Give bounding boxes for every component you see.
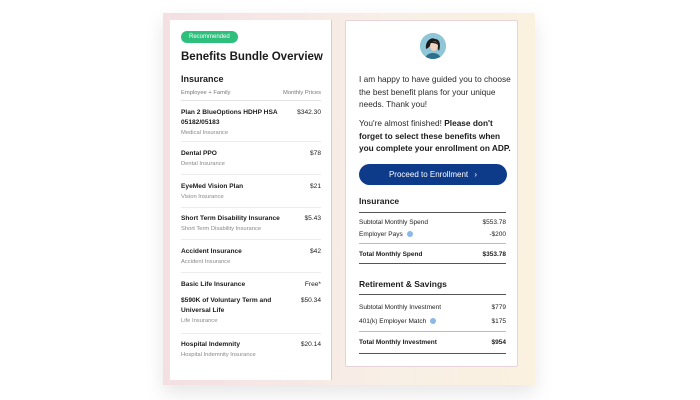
- plan-price: $5.43: [304, 215, 321, 222]
- row-value: -$200: [489, 231, 506, 238]
- plan-name: $590K of Voluntary Term and Universal Life: [181, 297, 272, 314]
- thank-you-message: I am happy to have guided you to choose the best benefit plans for your unique needs. Thank you!: [359, 74, 511, 109]
- retirement-summary-title: Retirement & Savings: [359, 279, 447, 289]
- reminder-message: [359, 117, 511, 155]
- plan-price: $342.30: [297, 109, 321, 116]
- recommended-badge: Recommended: [181, 31, 238, 43]
- divider: [181, 272, 321, 273]
- advisor-avatar: [420, 33, 446, 59]
- plan-type: Accident Insurance: [181, 259, 231, 265]
- benefits-overview-panel: [170, 20, 332, 380]
- coverage-tier-label: Employee + Family: [181, 90, 231, 96]
- plan-price: $78: [309, 150, 321, 157]
- summary-row: [359, 230, 506, 239]
- info-icon[interactable]: [407, 231, 413, 237]
- plan-item: [181, 214, 321, 234]
- summary-row: [359, 303, 506, 312]
- plan-type: Life Insurance: [181, 318, 218, 324]
- plan-type: Short Term Disability Insurance: [181, 226, 262, 232]
- plan-item: [181, 296, 321, 326]
- plan-item: [181, 108, 321, 138]
- divider: [359, 243, 506, 244]
- row-value: $779: [491, 304, 506, 311]
- plan-price: Free*: [304, 281, 321, 288]
- divider: [181, 100, 321, 101]
- plan-type: Hospital Indemnity Insurance: [181, 352, 256, 358]
- plan-name: Plan 2 BlueOptions HDHP HSA 05182/05183: [181, 109, 278, 126]
- plan-name: Hospital Indemnity: [181, 341, 240, 348]
- summary-total-row: [359, 250, 506, 259]
- plan-price: $21: [309, 183, 321, 190]
- total-label: Total Monthly Spend: [359, 251, 423, 258]
- summary-row: [359, 218, 506, 227]
- total-label: Total Monthly Investment: [359, 339, 437, 346]
- total-value: $353.78: [482, 251, 506, 258]
- summary-panel: [345, 20, 518, 367]
- info-icon[interactable]: [430, 318, 436, 324]
- plan-type: Vision Insurance: [181, 194, 224, 200]
- plan-item: [181, 340, 321, 360]
- page-title: Benefits Bundle Overview: [181, 51, 323, 63]
- plan-name: Basic Life Insurance: [181, 281, 246, 288]
- reminder-intro: You're almost finished!: [359, 118, 442, 128]
- plan-name: EyeMed Vision Plan: [181, 183, 244, 190]
- divider: [359, 212, 506, 213]
- plan-item: [181, 149, 321, 169]
- plan-type: Dental Insurance: [181, 161, 225, 167]
- cta-label: Proceed to Enrollment: [388, 170, 469, 179]
- summary-total-row: [359, 338, 506, 347]
- divider: [181, 207, 321, 208]
- insurance-section-title: Insurance: [181, 74, 224, 84]
- summary-row: [359, 317, 506, 326]
- row-label: 401(k) Employer Match: [359, 318, 427, 325]
- plan-type: Medical Insurance: [181, 130, 229, 136]
- plan-price: $50.34: [300, 297, 321, 304]
- divider: [181, 239, 321, 240]
- row-label: Subtotal Monthly Investment: [359, 304, 442, 311]
- row-label: Employer Pays: [359, 231, 403, 238]
- divider: [359, 263, 506, 264]
- reminder-emphasis: Please don't forget to select these benefits when you complete your enrollment on ADP.: [359, 118, 511, 153]
- divider: [181, 141, 321, 142]
- plan-price: $42: [309, 248, 321, 255]
- row-label: Subtotal Monthly Spend: [359, 219, 429, 226]
- plan-item: [181, 182, 321, 202]
- chevron-right-icon: ›: [474, 170, 478, 179]
- plan-item: [181, 247, 321, 267]
- proceed-to-enrollment-button[interactable]: [359, 164, 507, 185]
- divider: [181, 333, 321, 334]
- plan-price: $20.14: [300, 341, 321, 348]
- plan-name: Accident Insurance: [181, 248, 242, 255]
- divider: [359, 353, 506, 354]
- total-value: $954: [491, 339, 506, 346]
- divider: [359, 331, 506, 332]
- divider: [359, 294, 506, 295]
- row-value: $553.78: [482, 219, 506, 226]
- plan-name: Short Term Disability Insurance: [181, 215, 280, 222]
- row-value: $175: [491, 318, 506, 325]
- monthly-prices-label: Monthly Prices: [282, 90, 321, 96]
- insurance-summary-title: Insurance: [359, 196, 400, 206]
- divider: [181, 174, 321, 175]
- plan-item: [181, 280, 321, 290]
- plan-name: Dental PPO: [181, 150, 217, 157]
